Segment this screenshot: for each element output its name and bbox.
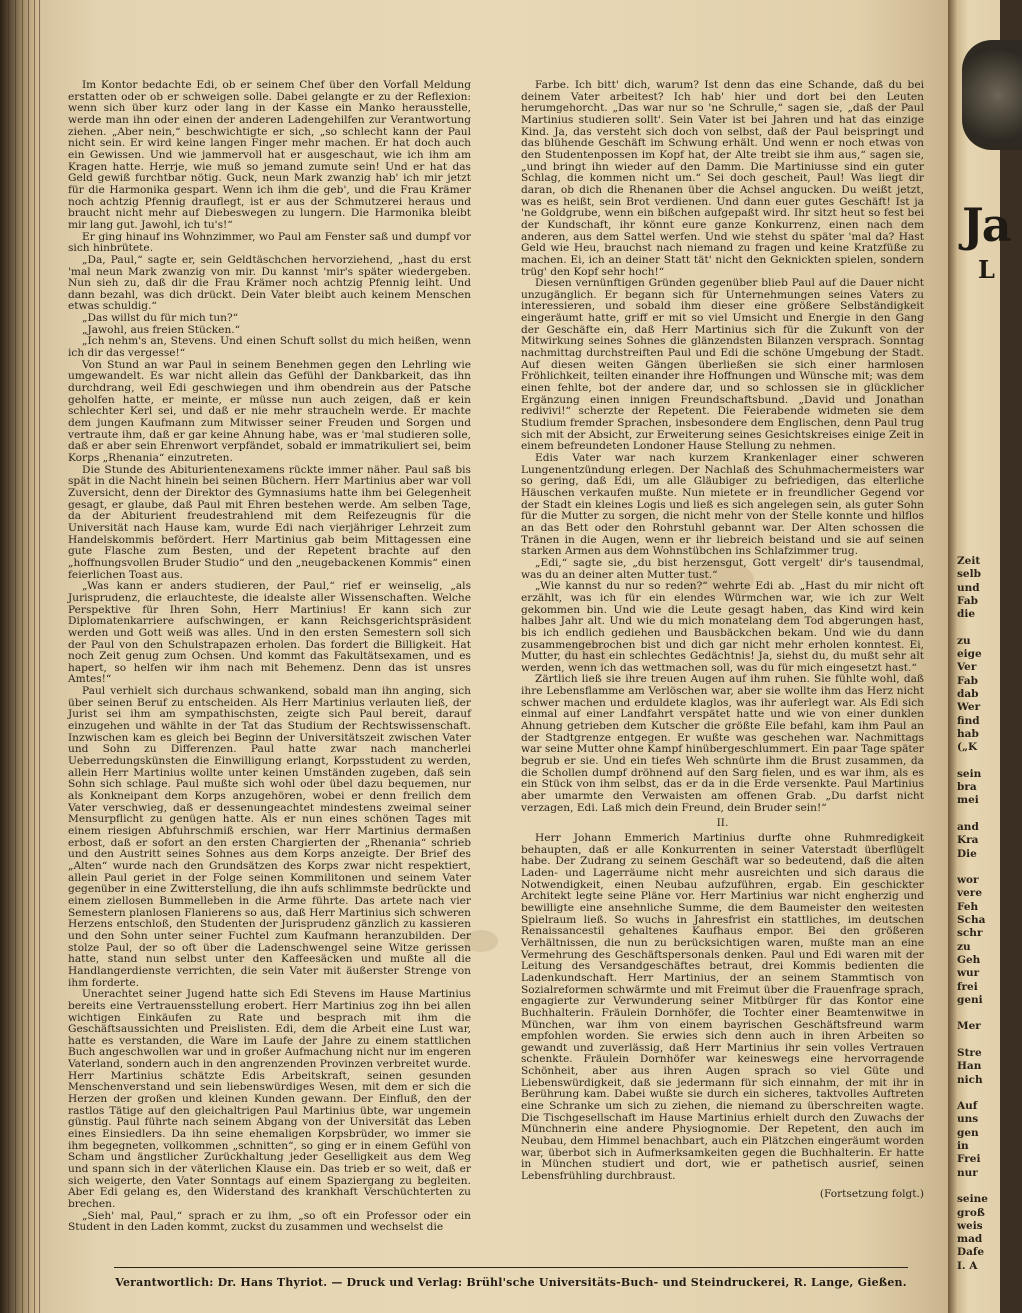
story-paragraph: Er ging hinauf ins Wohnzimmer, wo Paul am Fenster saß und dumpf vor sich hinbrütete.: [68, 230, 471, 255]
adjacent-line-fragment: eige: [957, 648, 982, 661]
adjacent-header-fragment: Ja: [962, 198, 1010, 252]
story-paragraph: „Ich nehm's an, Stevens. Und einen Schuft sollst du mich heißen, wenn ich dir das vergesse!“: [68, 335, 471, 360]
section-two-paragraphs: [521, 833, 924, 1183]
adjacent-line-fragment: Fab: [957, 674, 979, 687]
adjacent-line-fragment: Mer: [957, 1020, 981, 1033]
adjacent-header-fragment-2: L: [978, 255, 995, 284]
adjacent-line-fragment: mei: [957, 794, 979, 807]
adjacent-line-fragment: Geh: [957, 953, 981, 966]
story-paragraph: Edis Vater war nach kurzem Krankenlager einer schweren Lungenentzündung erlegen. Der Nachlaß des Schuhmachermeisters war so gering, daß Edi, um alle Gläubiger zu befriedigen, das elterliche Häuschen verkaufen mußte. Nun mietete er in freundlicher Gegend vor der Stadt ein kleines Logis und ließ es sich angelegen sein, als guter Sohn für die Mutter zu sorgen, die nicht mehr von der Stelle konnte und hilflos an das Bett oder den Rohrstuhl gebannt war. Der Alten schossen die Tränen in die Augen, wenn er ihr liebreich beistand und sie auf seinen starken Armen aus dem Wohnstübchen ins Schlafzimmer trug.: [521, 452, 924, 558]
adjacent-line-fragment: vere: [957, 887, 982, 900]
adjacent-line-fragment: („K: [957, 741, 978, 754]
adjacent-line-fragment: und: [957, 581, 980, 594]
adjacent-line-fragment: in: [957, 1140, 969, 1153]
adjacent-line-fragment: Zeit: [957, 555, 981, 567]
story-paragraph: Von Stund an war Paul in seinem Benehmen gegen den Lehrling wie umgewandelt. Es war nicht allein das Gefühl der Dankbarkeit, das ihn durchdrang, weil Edi geschwiegen und ihm obendrein aus der Patsche geholfen hatte, er meinte, er müsse nun auch zeigen, daß er kein schlechter Kerl sei, und daß er nie mehr straucheln werde. Er machte dem jungen Kaufmann zum Mitwisser seiner Freuden und Sorgen und vertraute ihm, daß er gar keine Ahnung habe, was er 'mal studieren solle, daß er aber sein Ehrenwort verpfändet, sobald er immatrikuliert sei, beim Korps „Rhenania“ einzutreten.: [68, 358, 471, 464]
right-column-paragraphs: [521, 80, 924, 814]
story-paragraph: „Das willst du für mich tun?“: [82, 312, 239, 325]
adjacent-line-fragment: Wer: [957, 701, 981, 714]
adjacent-line-fragment: [957, 1034, 1017, 1047]
story-column-left: [68, 80, 471, 1266]
adjacent-line-fragment: [957, 1007, 1017, 1020]
story-paragraph: Herr Johann Emmerich Martinius durfte ohne Ruhmredigkeit behaupten, daß er alle Konkurrenten in seiner Vaterstadt überflügelt habe. Der Zudrang zu seinem Geschäft war so bedeutend, daß die alten Laden- und Lagerräume nicht mehr ausreichten und sich daraus die Notwendigkeit, einen Neubau aufzuführen, ergab. Ein geschickter Architekt legte seine Pläne vor. Herr Martinius war nicht engherzig und bewilligte eine ansehnliche Summe, die dem Baumeister den weitesten Spielraum ließ. So wuchs in Jahresfrist ein stattliches, im deutschen Renaissancestil gehaltenes Kaufhaus empor. Bei den größeren Verhältnissen, die nun zu berücksichtigen waren, mußte man an eine Vermehrung des Geschäftspersonals denken. Paul und Edi waren mit der Leitung des Versandgeschäftes betraut, drei Kommis bedienten die Ladenkundschaft. Herr Martinius, der an seinem Stammtisch von Sozialreformen schwärmte und mit Freimut über die Frauenfrage sprach, engagierte zur Verwunderung seiner Mitbürger für das Kontor eine Buchhalterin. Fräulein Dornhöfer, die Tochter einer Beamtenwitwe in München, war ihm von einem bayrischen Geschäftsfreund warm empfohlen worden. Sie erwies sich denn auch in ihren Arbeiten so gewandt und zuverlässig, daß Herr Martinius ihr sein volles Vertrauen schenkte. Fräulein Dornhöfer war keineswegs eine hervorragende Schönheit, aber aus ihren Augen sprach so viel Güte und Liebenswürdigkeit, daß sie jedermann für sich einnahm, der mit ihr in Berührung kam. Dabei wußte sie durch ein sicheres, taktvolles Auftreten eine Schranke um sich zu ziehen, die niemand zu überschreiten wagte. Die Tischgesellschaft im Hause Martinius erhielt durch den Zuwachs der Münchnerin eine andere Physiognomie. Der Repetent, den auch im Neubau, dem Himmel benachbart, auch ein Plätzchen eingeräumt worden war, überbot sich in Aufmerksamkeiten gegen die Buchhalterin. Er hatte in München studiert und dort, wie er pathetisch ausrief, seinen Lebensfrühling durchbraust.: [521, 832, 924, 1183]
adjacent-line-fragment: Stre: [957, 1046, 982, 1059]
adjacent-line-fragment: Auf: [957, 1100, 978, 1113]
adjacent-line-fragment: Han: [957, 1060, 982, 1073]
story-paragraph: Die Stunde des Abiturientenexamens rückte immer näher. Paul saß bis spät in die Nacht hinein bei seinen Büchern. Herr Martinius aber war voll Zuversicht, denn der Direktor des Gymnasiums hatte ihm bei Gelegenheit gesagt, er glaube, daß Paul mit Ehren bestehen werde. Am selben Tage, da der Abiturient freudestrahlend mit dem Reifezeugnis für die Universität nach Hause kam, wurde Edi nach vierjähriger Lehrzeit zum Handelskommis befördert. Herr Martinius gab beim Mittagessen eine gute Flasche zum Besten, und der Repetent brachte auf den „hoffnungsvollen Bruder Studio“ und den „neugebackenen Kommis“ einen feierlichen Toast aus.: [68, 463, 471, 581]
adjacent-line-fragment: dab: [957, 687, 979, 700]
adjacent-line-fragment: [957, 754, 1017, 767]
adjacent-line-fragment: Dafe: [957, 1246, 985, 1259]
story-paragraph: „Sieh' mal, Paul,“ sprach er zu ihm, „so oft ein Professor oder ein Student in den Laden kommt, zuckst du zusammen und wechselst die: [68, 1209, 471, 1234]
story-paragraph: „Wie kannst du nur so reden?“ wehrte Edi ab. „Hast du mir nicht oft erzählt, was ich für ein elendes Würmchen war, wie ich zur Welt gekommen bin. Und wie die Leute gesagt haben, das Kind wird kein halbes Jahr alt. Und wie du mich monatelang dem Tod abgerungen hast, bis ich endlich gediehen und Bausbäckchen bekam. Und wie du dann zusammengebrochen bist und dich gar nicht mehr erholen konntest. Ei, Mutter, du hast ein schlechtes Gedächtnis! Ja, siehst du, du mußt sehr alt werden, wenn ich das wettmachen soll, was du für mich eingesetzt hast.“: [521, 580, 924, 674]
story-paragraph: „Da, Paul,“ sagte er, sein Geldtäschchen hervorziehend, „hast du erst 'mal neun Mark zwanzig von mir. Du kannst 'mir's später wiedergeben. Nun sieh zu, daß dir die Frau Krämer noch achtzig Pfennig leiht. Und dann bezahl, was dich drückt. Dein Vater bleibt auch keinem Menschen etwas schuldig.“: [68, 253, 471, 313]
adjacent-line-fragment: Die: [957, 847, 977, 860]
adjacent-line-fragment: gen: [957, 1126, 979, 1139]
adjacent-line-fragment: schr: [957, 927, 983, 940]
adjacent-line-fragment: [957, 1180, 1017, 1193]
adjacent-line-fragment: nur: [957, 1166, 978, 1179]
adjacent-line-fragment: and: [957, 820, 979, 833]
printer-imprint: Verantwortlich: Dr. Hans Thyriot. — Druck und Verlag: Brühl'sche Universitäts-Buch- und Steindruckerei, R. Lange, Gießen.: [115, 1276, 907, 1289]
section-numeral: II.: [716, 817, 729, 830]
story-paragraph: Diesen vernünftigen Gründen gegenüber blieb Paul auf die Dauer nicht unzugänglich. Er begann sich für Unternehmungen seines Vaters zu interessieren, und sobald ihm dieser eine größere Selbständigkeit eingeräumt hatte, griff er mit so viel Umsicht und Energie in den Gang der Geschäfte ein, daß Herr Martinius sich für die Zukunft von der Mitwirkung seines Sohnes die glänzendsten Bilanzen versprach. Sonntag nachmittag durchstreiften Paul und Edi die schöne Umgebung der Stadt. Auf diesen weiten Gängen überließen sie sich einer harmlosen Fröhlichkeit, teilten einander ihre Hoffnungen und Wünsche mit; was dem einen fehlte, bot der andere dar, und so schlossen sie in glücklicher Ergänzung einen innigen Freundschaftsbund. „David und Jonathan redivivi!“ scherzte der Repetent. Die Feierabende widmeten sie dem Studium fremder Sprachen, insbesondere dem Englischen, denn Paul trug sich mit der Absicht, zur Erweiterung seines Gesichtskreises einige Zeit in einem befreundeten Londoner Hause Stellung zu nehmen.: [521, 277, 924, 453]
footer-rule: [114, 1267, 908, 1268]
adjacent-line-fragment: hab: [957, 727, 979, 740]
adjacent-line-fragment: sein: [957, 767, 982, 780]
adjacent-text-fragments: [957, 555, 1017, 1273]
story-paragraph: Unerachtet seiner Jugend hatte sich Edi Stevens im Hause Martinius bereits eine Vertrauensstellung erobert. Herr Martinius zog ihn bei allen wichtigen Einkäufen zu Rate und besprach mit ihm die Geschäftsaussichten und Preislisten. Edi, dem die Arbeit eine Lust war, hatte es verstanden, die Ware im Laufe der Jahre zu einem stattlichen Buch angeschwollen war und in großer Aufmachung nicht nur im engeren Vaterland, sondern auch in den angrenzenden Provinzen verbreitet wurde. Herr Martinius schätzte Edis Arbeitskraft, seinen gesunden Menschenverstand und sein liebenswürdiges Wesen, mit dem er sich die Herzen der großen und kleinen Kunden gewann. Der Einfluß, den der rastlos Tätige auf den gleichaltrigen Paul Martinius übte, war ungemein günstig. Paul führte nach seinem Abgang von der Universität das Leben eines Einsiedlers. Da ihn seine ehemaligen Korpsbrüder, wo immer sie ihm begegneten, vollkommen „schnitten“, so ging er in einem Gefühl von Scham und ängstlicher Zurückhaltung jeder Geselligkeit aus dem Weg und spann sich in der väterlichen Klause ein. Das trieb er so weit, daß er sich weigerte, den Vater Sonntags auf einem Spaziergang zu begleiten. Aber Edi gelang es, den Widerstand des krankhaft Verschüchterten zu brechen.: [68, 988, 471, 1210]
adjacent-line-fragment: [957, 861, 1017, 874]
adjacent-line-fragment: zu: [957, 940, 971, 953]
adjacent-line-fragment: selb: [957, 568, 981, 581]
adjacent-line-fragment: [957, 808, 1017, 821]
book-spine: [0, 0, 44, 1313]
adjacent-line-fragment: mad: [957, 1233, 983, 1246]
adjacent-line-fragment: [957, 621, 1017, 634]
adjacent-line-fragment: zu: [957, 634, 971, 647]
story-paragraph: „Edi,“ sagte sie, „du bist herzensgut, Gott vergelt' dir's tausendmal, was du an deiner alten Mutter tust.“: [521, 556, 924, 581]
adjacent-line-fragment: Scha: [957, 914, 986, 927]
story-paragraph: Zärtlich ließ sie ihre treuen Augen auf ihm ruhen. Sie fühlte wohl, daß ihre Lebensflamme am Verlöschen war, aber sie wollte ihm das Herz nicht schwer machen und erduldete klaglos, was ihr auferlegt war. Als Edi sich einmal auf einer Landfahrt verspätet hatte und wie von einer dunklen Ahnung getrieben dem Kutscher die größte Eile befahl, kam ihm Paul an der Stadtgrenze entgegen. Er wußte was geschehen war. Nachmittags war seine Mutter ohne Kampf hinübergeschlummert. Ein paar Tage später begrub er sie. Und ein tiefes Weh schnürte ihm die Brust zusammen, da die Schollen dumpf dröhnend auf den Sarg fielen, und es war ihm, als es ein Stück von ihm selbst, das er da in die Erde versenkte. Paul Martinius aber umarmte den Verwaisten am offenen Grab. „Du darfst nicht verzagen, Edi. Laß mich dein Freund, dein Bruder sein!“: [521, 673, 924, 814]
adjacent-page-edge: [948, 0, 1010, 1313]
adjacent-line-fragment: seine: [957, 1193, 988, 1206]
story-paragraph: Paul verhielt sich durchaus schwankend, sobald man ihn anging, sich über seinen Beruf zu entscheiden. Als Herr Martinius verlauten ließ, der Jurist sei ihm am sympathischsten, zeigte sich Paul bereit, darauf einzugehen und wählte in der Tat das Studium der Rechtswissenschaft. Inzwischen kam es gleich bei Beginn der Universitätszeit zwischen Vater und Sohn zu Differenzen. Paul hatte zwar nach mancherlei Ueberredungskünsten die Einwilligung erlangt, Korpsstudent zu werden, allein Herr Martinius wollte unter keinen Umständen zugeben, daß sein Sohn sich schlage. Paul mußte sich wohl oder übel dazu bequemen, nur als Konkneipant dem Korps anzugehören, wobei er denn freilich dem Vater verschwieg, daß er dessenungeachtet mindestens zweimal seiner Mensurpflicht zu genügen hatte. Als er nun eines schönen Tages mit einem riesigen Abfuhrschmiß erschien, war Herr Martinius dermaßen erbost, daß er sofort an den ersten Chargierten der „Rhenania“ schrieb und den Austritt seines Sohnes aus dem Korps anzeigte. Der Brief des „Alten“ wurde nach den Grundsätzen des Korps zwar nicht respektiert, allein Paul geriet in der Folge seinen Kommilitonen und seinem Vater gegenüber in eine Zwitterstellung, die ihn aufs schlimmste bedrückte und einem ziellosen Bummelleben in die Arme führte. Das artete nach vier Semestern planlosen Flanierens so aus, daß Herr Martinius sich schweren Herzens entschloß, den Studenten der Jurisprudenz gänzlich zu kassieren und den Sohn unter seiner Fuchtel zum Kaufmann heranzubilden. Der stolze Paul, der so oft über die Ladenschwengel seine Witze gerissen hatte, stand nun selbst unter den Kaffeesäcken und mußte all die Handlangerdienste verrichten, die sein Vater mit äußerster Strenge von ihm forderte.: [68, 685, 471, 989]
adjacent-line-fragment: [957, 1087, 1017, 1100]
adjacent-line-fragment: die: [957, 608, 976, 621]
adjacent-line-fragment: uns: [957, 1113, 979, 1126]
adjacent-line-fragment: Ver: [957, 661, 977, 674]
adjacent-line-fragment: nich: [957, 1073, 983, 1086]
portrait-photo: [962, 40, 1022, 150]
adjacent-line-fragment: bra: [957, 781, 977, 794]
adjacent-line-fragment: groß: [957, 1206, 985, 1219]
story-paragraph: Farbe. Ich bitt' dich, warum? Ist denn das eine Schande, daß du bei deinem Vater arbeitest? Ich hab' hier und dort bei den Leuten herumgehorcht. „Das war nur so 'ne Schrulle,“ sagen sie, „daß der Paul Martinius studieren sollt'. Sein Vater ist bei Jahren und hat das einzige Kind. Ja, das versteht sich doch von selbst, daß der Paul beispringt und das blühende Geschäft im Schwung erhält. Und wenn er noch etwas von den Studentenpossen im Kopf hat, der Alte treibt sie ihm aus,“ sagen sie, „und bringt ihn wieder auf den Damm. Die Martiniusse sind ein guter Schlag, die kommen nicht um.“ Sei doch gescheit, Paul! Was liegt dir daran, ob dich die Rhenanen über die Achsel angucken. Du weißt jetzt, was es heißt, sein Brot verdienen. Und dann euer gutes Geschäft! Ist ja 'ne Goldgrube, wenn ein bißchen aufgepaßt wird. Ihr sitzt heut so fest bei der Kundschaft, ihr könnt eure ganze Konkurrenz, einen nach dem anderen, aus dem Sattel werfen. Und wie stehst du später 'mal da? Hast Geld wie Heu, brauchst nach niemand zu fragen und keine Kratzfüße zu machen. Ei, ich an deiner Statt tät' nicht den Geknickten spielen, sondern trüg' den Kopf sehr hoch!“: [521, 79, 924, 278]
adjacent-line-fragment: find: [957, 714, 980, 727]
story-column-right: [521, 80, 924, 1266]
adjacent-line-fragment: frei: [957, 980, 978, 993]
story-paragraph: Im Kontor bedachte Edi, ob er seinem Chef über den Vorfall Meldung erstatten oder ob er schweigen solle. Dabei gelangte er zu der Reflexion: wenn sich über kurz oder lang in der Kasse ein Manko herausstelle, werde man ihn oder einen der anderen Ladengehilfen zur Verantwortung ziehen. „Aber nein,“ beschwichtigte er sich, „so schlecht kann der Paul nicht sein. Er wird keine langen Finger mehr machen. Er hat doch auch ein Gewissen. Und wie jammervoll hat er ausgeschaut, wie ich ihm am Kragen hatte. Herrje, wie muß so jemand zumute sein! Und er hat das Geld gewiß furchtbar nötig. Guck, neun Mark zwanzig hab' ich mir jetzt für die Harmonika gespart. Wenn ich ihm die geb', und die Frau Krämer noch achtzig Pfennig drauflegt, ist er aus der Schmutzerei heraus und braucht nicht mehr auf Diebeswegen zu lungern. Die Harmonika bleibt mir lang gut. Jawohl, ich tu's!“: [68, 79, 471, 231]
adjacent-line-fragment: Fab: [957, 594, 979, 607]
continuation-note: (Fortsetzung folgt.): [819, 1187, 924, 1200]
adjacent-line-fragment: wur: [957, 967, 980, 980]
adjacent-line-fragment: Kra: [957, 834, 979, 847]
story-paragraph: „Jawohl, aus freien Stücken.“: [82, 323, 241, 336]
story-paragraph: „Was kann er anders studieren, der Paul,“ rief er weinselig, „als Jurisprudenz, die erlauchteste, die idealste aller Wissenschaften. Welche Perspektive für Ihren Sohn, Herr Martinius! Er kann sich zur Diplomatenkarriere aufschwingen, er kann Reichsgerichtspräsident werden und Gott weiß was alles. Und in den ersten Semestern soll sich der Paul von den Schulstrapazen erholen. Das fordert die Billigkeit. Hat noch Zeit genug zum Ochsen. Und kommt das Fakultätsexamen, und es hapert, so helfen wir ihm nach mit Behemenz. Denn das ist unsres Amtes!“: [68, 580, 471, 686]
adjacent-line-fragment: Feh: [957, 900, 979, 913]
adjacent-line-fragment: I. A: [957, 1259, 978, 1272]
adjacent-line-fragment: wor: [957, 874, 979, 887]
adjacent-line-fragment: Frei: [957, 1153, 981, 1166]
adjacent-line-fragment: geni: [957, 993, 983, 1006]
adjacent-line-fragment: weis: [957, 1219, 983, 1232]
